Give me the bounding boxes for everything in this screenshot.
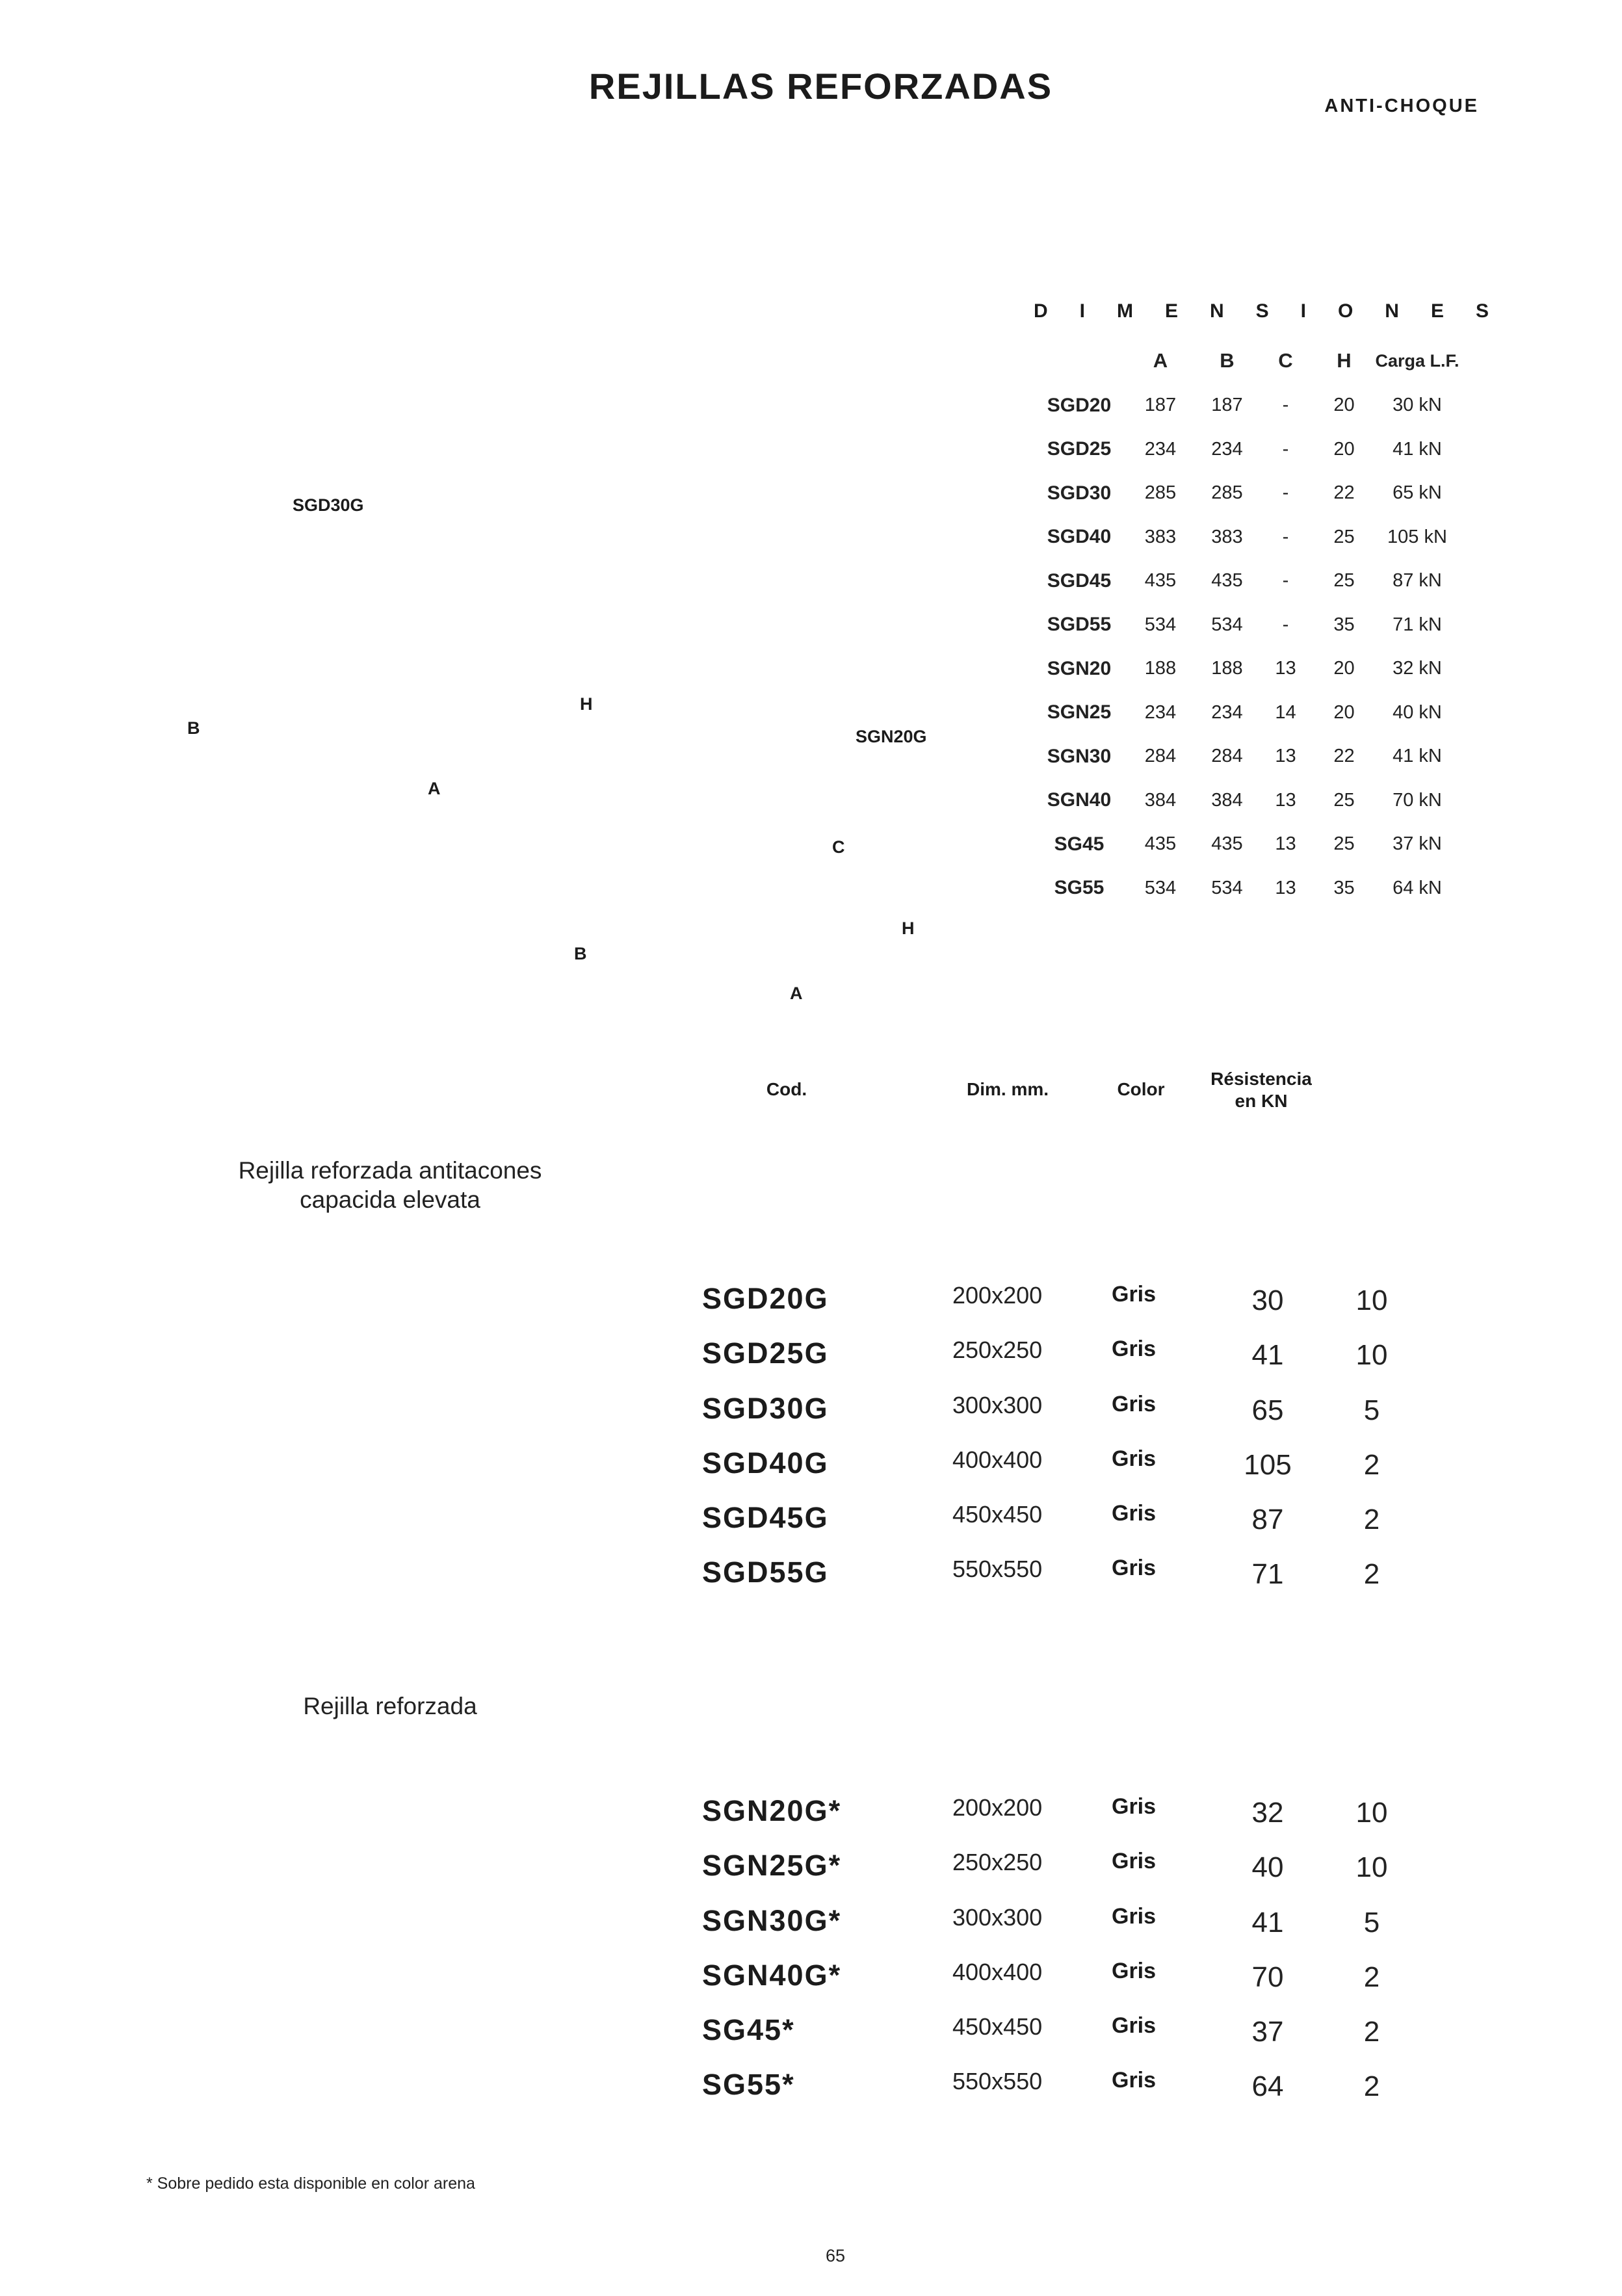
product-color: Gris: [1112, 1501, 1157, 1526]
dimensions-cell-code: SGN40: [1047, 789, 1112, 811]
dimensions-cell: 25: [1333, 570, 1355, 592]
product-row: [702, 1392, 1417, 1446]
dimensions-cell: 40 kN: [1393, 701, 1442, 723]
col-header-resistencia-line1: Résistencia: [1210, 1069, 1312, 1089]
dimensions-row: [1037, 428, 1463, 472]
product-resistance: 37: [1251, 2016, 1284, 2048]
dimensions-cell: 435: [1211, 570, 1243, 592]
dimensions-cell: 383: [1211, 526, 1243, 547]
dimensions-cell-code: SGD45: [1047, 569, 1112, 592]
dimensions-cell: 435: [1144, 570, 1177, 592]
product-code: SG45*: [702, 2013, 795, 2047]
diagram-label-h-1: H: [580, 694, 593, 714]
dimensions-cell: 234: [1211, 438, 1243, 460]
dimensions-cell: -: [1282, 395, 1289, 416]
dimensions-cell: 13: [1275, 789, 1296, 811]
dimensions-cell: 234: [1144, 701, 1177, 723]
dimensions-cell: 105 kN: [1387, 526, 1447, 547]
dimensions-heading-letter: E: [1430, 300, 1444, 322]
dimensions-row: [1037, 822, 1463, 867]
product-color: Gris: [1112, 1958, 1157, 1983]
dimensions-heading-letter: E: [1164, 300, 1178, 322]
dimensions-cell: 30 kN: [1393, 395, 1442, 416]
diagram-label-sgn20g: SGN20G: [856, 727, 927, 746]
page-subtitle: ANTI-CHOQUE: [1324, 96, 1479, 116]
dimensions-header-b: B: [1220, 349, 1235, 372]
dimensions-header-c: C: [1278, 349, 1293, 372]
dimensions-cell: 70 kN: [1393, 789, 1442, 811]
dimensions-header-carga: Carga L.F.: [1375, 350, 1459, 371]
product-dimensions: 400x400: [952, 1446, 1043, 1473]
product-color: Gris: [1112, 1794, 1157, 1819]
group-1-description-line2: capacida elevata: [300, 1186, 480, 1213]
dimensions-cell: 41 kN: [1393, 746, 1442, 767]
product-row: [702, 2013, 1417, 2068]
product-dimensions: 450x450: [952, 1501, 1043, 1528]
dimensions-header-row: [1037, 338, 1463, 384]
product-dimensions: 550x550: [952, 2068, 1043, 2095]
product-quantity: 2: [1363, 1448, 1380, 1481]
product-row: [702, 1337, 1417, 1391]
dimensions-cell: 13: [1275, 746, 1296, 767]
product-resistance: 40: [1251, 1851, 1284, 1884]
col-header-color: Color: [1117, 1079, 1165, 1099]
product-color: Gris: [1112, 2013, 1157, 2039]
product-dimensions: 550x550: [952, 1556, 1043, 1583]
dimensions-cell-code: SGN20: [1047, 657, 1112, 679]
dimensions-cell: 285: [1211, 482, 1243, 504]
dimensions-header-h: H: [1337, 349, 1352, 372]
dimensions-cell: 32 kN: [1393, 658, 1442, 679]
product-row: [702, 1849, 1417, 1903]
product-color: Gris: [1112, 1391, 1157, 1416]
col-header-dim: Dim. mm.: [966, 1079, 1049, 1099]
product-color: Gris: [1112, 1446, 1157, 1471]
dimensions-cell: 534: [1211, 877, 1243, 898]
dimensions-cell: 22: [1333, 482, 1355, 504]
product-code: SGD20G: [702, 1282, 829, 1315]
dimensions-cell: 25: [1333, 833, 1355, 855]
dimensions-heading: [1034, 300, 1489, 322]
dimensions-heading-letter: D: [1034, 300, 1048, 322]
dimensions-cell: 22: [1333, 746, 1355, 767]
dimensions-cell: 13: [1275, 877, 1296, 898]
dimensions-cell-code: SGD40: [1047, 526, 1112, 548]
dimensions-cell-code: SGN30: [1047, 745, 1112, 767]
col-header-resistencia: [1196, 1068, 1326, 1112]
dimensions-heading-letter: O: [1337, 300, 1354, 322]
product-resistance: 41: [1251, 1906, 1284, 1938]
product-quantity: 2: [1363, 1961, 1380, 1993]
page-title: REJILLAS REFORZADAS: [588, 66, 1053, 107]
dimensions-cell: 284: [1211, 746, 1243, 767]
dimensions-cell: -: [1282, 526, 1289, 547]
product-color: Gris: [1112, 1556, 1157, 1581]
dimensions-row: [1037, 603, 1463, 647]
dimensions-cell: 20: [1333, 658, 1355, 679]
product-dimensions: 300x300: [952, 1391, 1043, 1418]
dimensions-cell: 41 kN: [1393, 438, 1442, 460]
product-color: Gris: [1112, 1282, 1157, 1307]
dimensions-cell: 13: [1275, 833, 1296, 855]
dimensions-heading-letter: M: [1116, 300, 1133, 322]
product-dimensions: 200x200: [952, 1794, 1043, 1821]
product-resistance: 41: [1251, 1339, 1284, 1372]
product-group-2: [702, 1794, 1417, 2123]
dimensions-cell: 383: [1144, 526, 1177, 547]
dimensions-cell: -: [1282, 482, 1289, 504]
product-code: SGN20G*: [702, 1794, 842, 1827]
dimensions-cell: 64 kN: [1393, 877, 1442, 898]
dimensions-cell: 37 kN: [1393, 833, 1442, 855]
product-resistance: 30: [1251, 1285, 1284, 1316]
product-quantity: 5: [1363, 1906, 1380, 1938]
dimensions-cell: 187: [1144, 395, 1177, 416]
dimensions-heading-letter: N: [1385, 300, 1399, 322]
product-color: Gris: [1112, 1337, 1157, 1362]
product-resistance: 65: [1251, 1394, 1284, 1426]
dimensions-cell: 188: [1144, 658, 1177, 679]
dimensions-header-code: [1037, 338, 1121, 384]
product-dimensions: 250x250: [952, 1849, 1043, 1876]
dimensions-cell-code: SGD25: [1047, 438, 1112, 460]
product-row: [702, 1282, 1417, 1337]
dimensions-cell: 534: [1144, 877, 1177, 898]
product-row: [702, 1446, 1417, 1501]
product-quantity: 5: [1363, 1394, 1380, 1426]
dimensions-cell: 35: [1333, 877, 1355, 898]
dimensions-cell: 65 kN: [1393, 482, 1442, 504]
dimensions-cell: 534: [1144, 614, 1177, 635]
group-1-description: [221, 1156, 559, 1214]
product-row: [702, 1794, 1417, 1849]
product-code: SG55*: [702, 2068, 795, 2102]
dimensions-cell-code: SGD55: [1047, 614, 1112, 636]
product-code: SGD55G: [702, 1556, 829, 1589]
dimensions-row: [1037, 691, 1463, 735]
dimensions-cell: 234: [1144, 438, 1177, 460]
dimensions-heading-letter: N: [1209, 300, 1224, 322]
dimensions-row: [1037, 471, 1463, 515]
product-resistance: 105: [1244, 1448, 1292, 1481]
dimensions-cell: 284: [1144, 746, 1177, 767]
product-row: [702, 1959, 1417, 2013]
product-quantity: 10: [1355, 1797, 1388, 1829]
dimensions-cell: 25: [1333, 526, 1355, 547]
product-color: Gris: [1112, 2068, 1157, 2093]
dimensions-heading-letter: I: [1300, 300, 1306, 322]
diagram-label-a-2: A: [790, 984, 803, 1003]
product-row: [702, 1501, 1417, 1556]
dimensions-cell-code: SGD30: [1047, 482, 1112, 504]
product-color: Gris: [1112, 1903, 1157, 1929]
product-quantity: 2: [1363, 1558, 1380, 1591]
dimensions-cell: 188: [1211, 658, 1243, 679]
product-dimensions: 250x250: [952, 1337, 1043, 1364]
product-dimensions: 450x450: [952, 2013, 1043, 2041]
dimensions-cell: 25: [1333, 789, 1355, 811]
product-row: [702, 1904, 1417, 1959]
dimensions-cell: 384: [1211, 789, 1243, 811]
dimensions-header-a: A: [1153, 349, 1168, 372]
product-dimensions: 400x400: [952, 1958, 1043, 1985]
product-quantity: 2: [1363, 1504, 1380, 1536]
dimensions-row: [1037, 867, 1463, 911]
footnote: * Sobre pedido esta disponible en color arena: [146, 2174, 475, 2193]
dimensions-row: [1037, 779, 1463, 823]
product-quantity: 10: [1355, 1339, 1388, 1372]
product-row: [702, 2068, 1417, 2122]
product-row: [702, 1556, 1417, 1610]
product-resistance: 32: [1251, 1797, 1284, 1829]
dimensions-row: [1037, 559, 1463, 603]
diagram-label-c: C: [832, 837, 845, 857]
dimensions-cell: 234: [1211, 701, 1243, 723]
dimensions-row: [1037, 647, 1463, 691]
diagram-label-b-1: B: [187, 718, 200, 738]
product-dimensions: 300x300: [952, 1903, 1043, 1931]
product-resistance: 71: [1251, 1558, 1284, 1591]
product-code: SGD45G: [702, 1501, 829, 1535]
dimensions-cell-code: SG55: [1054, 877, 1105, 899]
dimensions-heading-letter: S: [1475, 300, 1489, 322]
dimensions-cell: 35: [1333, 614, 1355, 635]
dimensions-cell: 435: [1144, 833, 1177, 855]
dimensions-cell: 285: [1144, 482, 1177, 504]
dimensions-cell: 435: [1211, 833, 1243, 855]
dimensions-cell: 20: [1333, 438, 1355, 460]
product-quantity: 2: [1363, 2070, 1380, 2103]
product-quantity: 2: [1363, 2016, 1380, 2048]
product-color: Gris: [1112, 1849, 1157, 1874]
dimensions-cell: 14: [1275, 701, 1296, 723]
product-code: SGD25G: [702, 1337, 829, 1370]
group-2-description-line1: Rejilla reforzada: [303, 1693, 477, 1719]
col-header-cod: Cod.: [766, 1079, 807, 1099]
dimensions-row: [1037, 384, 1463, 428]
product-code: SGN40G*: [702, 1958, 842, 1992]
dimensions-cell: 534: [1211, 614, 1243, 635]
product-resistance: 64: [1251, 2070, 1284, 2103]
dimensions-cell: 20: [1333, 701, 1355, 723]
dimensions-cell: 20: [1333, 395, 1355, 416]
dimensions-cell: 13: [1275, 658, 1296, 679]
diagram-label-b-2: B: [574, 944, 587, 963]
page-number: 65: [825, 2246, 846, 2265]
dimensions-cell: 87 kN: [1393, 570, 1442, 592]
dimensions-row: [1037, 735, 1463, 779]
diagram-label-a-1: A: [428, 779, 441, 798]
product-group-1: [702, 1282, 1417, 1611]
product-code: SGN25G*: [702, 1849, 842, 1883]
dimensions-cell-code: SGN25: [1047, 701, 1112, 724]
diagram-label-h-2: H: [902, 919, 915, 938]
product-quantity: 10: [1355, 1285, 1388, 1316]
group-1-description-line1: Rejilla reforzada antitacones: [238, 1157, 542, 1184]
product-code: SGN30G*: [702, 1903, 842, 1937]
group-2-description: [221, 1691, 559, 1721]
dimensions-cell: -: [1282, 570, 1289, 592]
dimensions-heading-letter: I: [1079, 300, 1085, 322]
dimensions-cell: -: [1282, 438, 1289, 460]
dimensions-cell: 71 kN: [1393, 614, 1442, 635]
dimensions-cell-code: SG45: [1054, 833, 1105, 855]
product-resistance: 87: [1251, 1504, 1284, 1536]
dimensions-cell: 384: [1144, 789, 1177, 811]
col-header-resistencia-line2: en KN: [1235, 1091, 1288, 1111]
dimensions-heading-letter: S: [1255, 300, 1269, 322]
dimensions-table: [1037, 338, 1463, 910]
product-resistance: 70: [1251, 1961, 1284, 1993]
dimensions-cell: 187: [1211, 395, 1243, 416]
dimensions-row: [1037, 515, 1463, 560]
dimensions-cell: -: [1282, 614, 1289, 635]
product-code: SGD40G: [702, 1446, 829, 1480]
product-quantity: 10: [1355, 1851, 1388, 1884]
diagram-label-sgd30g: SGD30G: [293, 495, 364, 515]
product-dimensions: 200x200: [952, 1282, 1043, 1309]
product-code: SGD30G: [702, 1391, 829, 1425]
dimensions-cell-code: SGD20: [1047, 394, 1112, 416]
